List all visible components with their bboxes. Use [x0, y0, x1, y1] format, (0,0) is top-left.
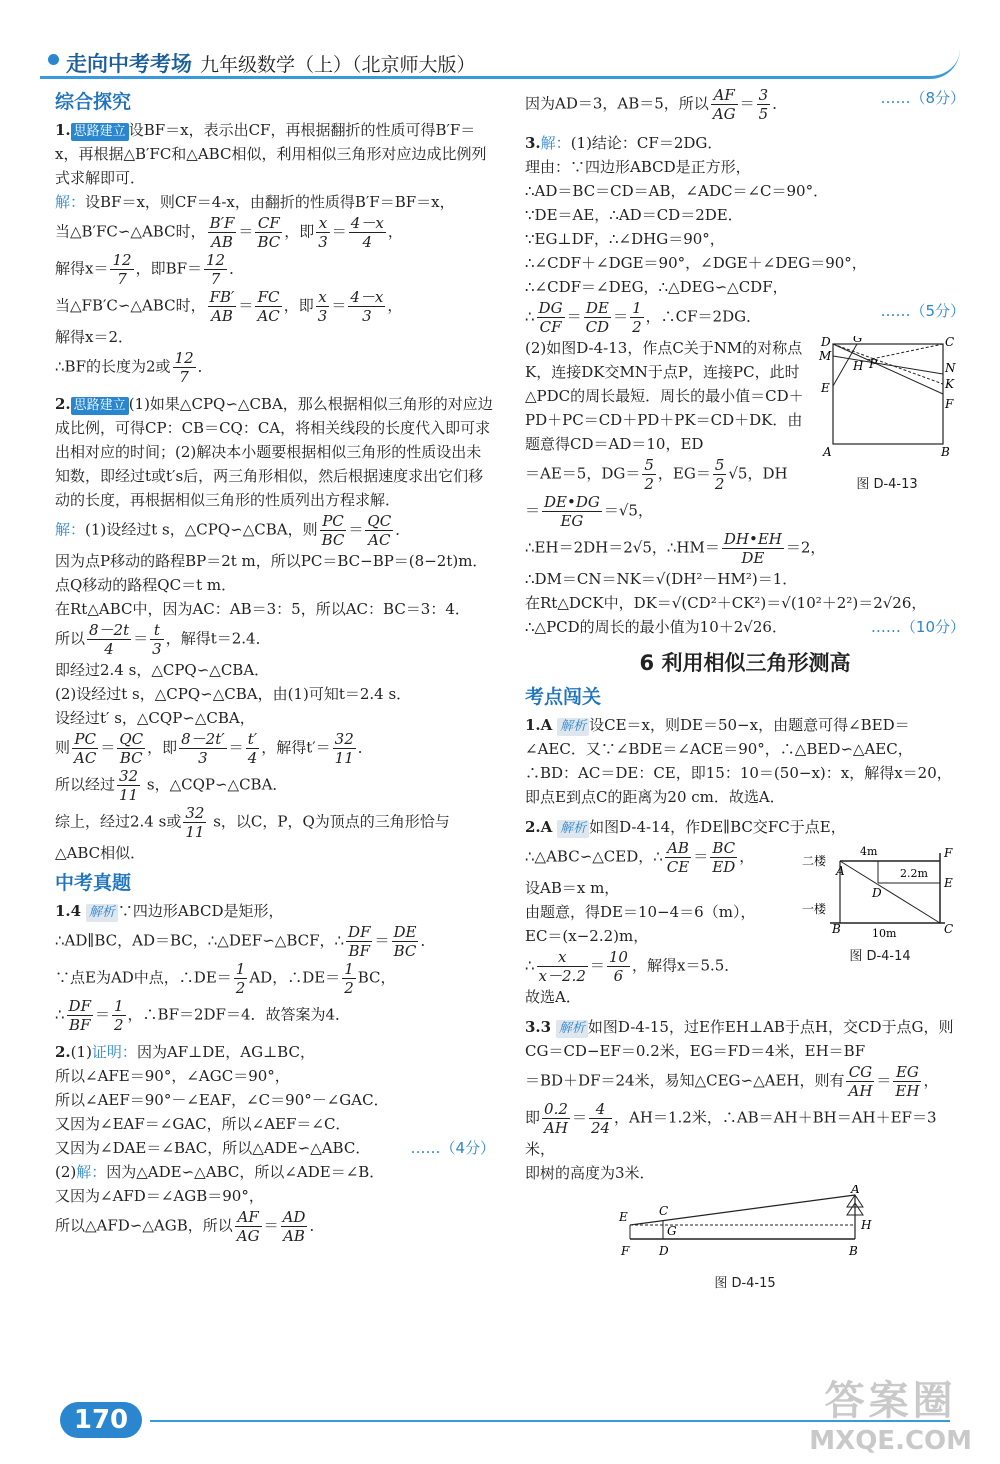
fraction: $\frac{DE}{BC}$ [393, 923, 417, 960]
fraction: $\frac{0.2}{AH}$ [544, 1100, 568, 1137]
fraction: $\frac{10}{6}$ [608, 948, 628, 985]
svg-text:10m: 10m [872, 927, 897, 938]
building-diagram [800, 843, 960, 938]
solution-line: 即经过2.4 s，△CPQ∽△CBA． [55, 661, 270, 679]
fraction: $\frac{B'F}{AB}$ [209, 214, 235, 251]
svg-text:H: H [861, 1218, 872, 1232]
svg-text:E: E [619, 1210, 628, 1224]
bullet-dot-icon [48, 54, 59, 65]
hint-text: 设BF＝x，表示出CF，再根据翻折的性质可得B′F＝x，再根据△B′FC和△ABC相似，利用相似三角形对应边成比例列式求解即可． [55, 121, 487, 187]
lesson-title: 6 利用相似三角形测高 [639, 651, 851, 675]
analysis-tag: 解析 [556, 1020, 588, 1038]
fraction: $\frac{x}{x-2.2}$ [538, 948, 586, 985]
svg-text:C: C [945, 336, 955, 349]
fraction: $\frac{QC}{AC}$ [367, 512, 392, 549]
fraction: $\frac{1}{2}$ [235, 960, 246, 997]
solution-tag: 解： [540, 134, 571, 152]
page-header [0, 40, 1000, 86]
fraction: $\frac{QC}{BC}$ [119, 730, 144, 767]
analysis-tag: 解析 [557, 718, 589, 736]
figure-d-4-15 [615, 1185, 875, 1296]
answer-item: 1.A 解析 设CE＝x，则DE＝50−x，由题意可得∠BED＝∠AEC．又∵∠BDE＝∠ACE＝90°，∴△BED∽△AEC，∴BD：AC＝DE：CE，即15：10＝(50−x)：x，解得x＝20，即点E到点C的距离为20 cm．故选A． [525, 716, 952, 806]
svg-text:B: B [849, 1244, 858, 1258]
score-note: ……（5分） [880, 302, 965, 320]
svg-text:F: F [944, 846, 953, 860]
answer-item: 1.4 解析 ∵四边形ABCD是矩形， ∴AD∥BC，AD＝BC，∴△DEF∽△BCF，∴ $\frac{DF}{BF}$ ＝ $\frac{DE}{BC}$ ． ∵点E为AD中点，∴DE＝ $\frac{1}{2}$ AD，∴DE＝ $\frac{1}{2}$ BC， ∴ $\frac{DF}{BF}$ ＝ $\frac{1}{2}$ ，∴BF＝2DF＝4．故答案为4． [55, 902, 436, 1034]
svg-text:D: D [821, 336, 831, 349]
book-subtitle: 九年级数学（上）（北京师大版） [200, 54, 476, 76]
fraction: $\frac{FB'}{AB}$ [209, 288, 235, 325]
svg-text:A: A [836, 864, 845, 878]
fraction: $\frac{BC}{ED}$ [712, 839, 736, 876]
hint-text: (1)如果△CPQ∽△CBA，那么根据相似三角形的对应边成比例，可得CP：CB＝CQ：CA，将相关线段的长度代入即可求出相对应的时间；(2)解决本小题要根据相似三角形的性质设出未知数，即经过t或t′s后，两三角形相似，然后根据速度求出它们移动的长度，再根据相似三角形的性质列出方程求解． [55, 395, 493, 509]
solution-line: ∴DM＝CN＝NK＝√(DH²－HM²)＝1． [525, 570, 798, 588]
solution-tag: 解： [55, 520, 86, 539]
answer-value: A [540, 818, 553, 836]
svg-text:二楼: 二楼 [802, 854, 827, 868]
question-number: 1. [55, 902, 71, 920]
geometry-diagram [817, 336, 957, 466]
svg-text:一楼: 一楼 [802, 902, 827, 916]
fraction: $\frac{t}{3}$ [152, 621, 162, 658]
solution-line: △ABC相似． [55, 844, 146, 862]
fraction: $\frac{DF}{BF}$ [348, 923, 371, 960]
solution-line: ∴∠CDF＋∠DGE＝90°，∠DGE＋∠DEG＝90°， [525, 254, 867, 272]
answer-item: 1. 思路建立 设BF＝x，表示出CF，再根据翻折的性质可得B′F＝x，再根据△B′FC和△ABC相似，利用相似三角形对应边成比例列式求解即可． 解：设BF＝x，则CF＝4-x，由翻折的性质得B′F＝BF＝x， 当△B′FC∽△ABC时， $\frac{B'F}{AB}$ ＝ $\frac{CF}{BC}$ ，即 $\frac{x}{3}$ ＝ $\frac{4-x}{4}$ ， 解得x＝ $\frac{12}{7}$ ，即BF＝ $\frac{12}{7}$ ． 当△FB′C∽△ABC时， $\frac{FB'}{AB}$ ＝ $\frac{FC}{AC}$ ，即 $\frac{x}{3}$ ＝ $\frac{4-x}{3}$ ， 解得x＝2． ∴BF的长度为2或 $\frac{12}{7}$ ． [55, 118, 495, 386]
question-number: 3. [525, 1018, 541, 1036]
svg-text:C: C [944, 922, 954, 936]
svg-text:P: P [869, 357, 878, 371]
solution-line: 故选A． [525, 988, 581, 1006]
solution-line: 由题意，得DE＝10−4＝6（m）， [525, 903, 756, 921]
svg-text:K: K [945, 377, 954, 391]
left-column [55, 86, 495, 1251]
question-number: 1. [525, 716, 541, 734]
solution-line: 即树的高度为3米． [525, 1164, 655, 1182]
fraction: $\frac{t'}{4}$ [247, 730, 258, 767]
section-title: 考点闯关 [525, 686, 602, 708]
fraction: $\frac{32}{11}$ [334, 730, 354, 767]
hint-tag: 思路建立 [71, 123, 129, 141]
fraction: $\frac{1}{2}$ [632, 299, 642, 336]
solution-line: 在Rt△ABC中，因为AC：AB＝3：5，所以AC：BC＝3：4． [55, 600, 470, 618]
solution-line: 设经过t′ s，△CQP∽△CBA， [55, 709, 255, 727]
svg-text:D: D [872, 886, 882, 900]
svg-text:B: B [832, 922, 841, 936]
fraction: $\frac{4-x}{3}$ [350, 288, 384, 325]
svg-text:C: C [659, 1204, 669, 1218]
solution-line: 设BF＝x，则CF＝4-x，由翻折的性质得B′F＝BF＝x， [85, 193, 455, 211]
book-brand: 走向中考考场 [66, 52, 192, 76]
answer-item: 2.(1)证明：因为AF⊥DE，AG⊥BC， 所以∠AFE＝90°，∠AGC＝90°， 所以∠AEF＝90°－∠EAF，∠C＝90°－∠GAC． 又因为∠EAF＝∠GAC，所以∠AEF＝∠C． 又因为∠DAE＝∠BAC，所以△ADE∽△ABC． ……（4分） (2)解：因为△ADE∽△ABC，所以∠ADE＝∠B． 又因为∠AFD＝∠AGB＝90°， 所以△AFD∽△AGB，所以 $\frac{AF}{AG}$ ＝ $\frac{AD}{AB}$ ． [55, 1043, 495, 1245]
fraction: $\frac{1}{2}$ [344, 960, 354, 997]
solution-tag: 解： [55, 193, 86, 211]
fraction: $\frac{x}{3}$ [318, 214, 328, 251]
score-note: ……（10分） [870, 618, 965, 636]
solution-line: ∵EG⊥DF，∴∠DHG＝90°， [525, 230, 725, 248]
solution-line: 所以∠AFE＝90°，∠AGC＝90°， [55, 1067, 290, 1085]
svg-text:G: G [853, 336, 863, 345]
figure-d-4-13 [817, 336, 957, 497]
question-number: 2. [55, 395, 71, 413]
answer-value: 4 [70, 902, 82, 920]
fraction: $\frac{DE}{CD}$ [585, 299, 610, 336]
solution-line: (2)如图D-4-13，作点C关于NM的对称点K，连接DK交MN于点P，连接PC，此时△PDC的周长最短．周长的最小值＝CD＋PD＋PC＝CD＋PD＋PK＝CD＋DK．由题意得CD＝AD＝10，ED [525, 339, 804, 453]
fraction: $\frac{PC}{AC}$ [74, 730, 97, 767]
fraction: $\frac{12}{7}$ [206, 251, 226, 288]
page-number: 170 [60, 1402, 142, 1438]
svg-text:E: E [821, 381, 830, 395]
fraction: $\frac{3}{5}$ [758, 86, 769, 123]
right-column: 因为AD＝3，AB＝5，所以 $\frac{AF}{AG}$ ＝ $\frac{3}{5}$ ． ……（8分） 3.解：(1)结论：CF＝2DG． 理由：∵四边形ABCD是正方形， ∴AD＝BC＝CD＝AB，∠ADC＝∠C＝90°． ∵DE＝AE，∴AD＝CD＝2DE． ∵EG⊥DF，∴∠DHG＝90°， ∴∠CDF＋∠DGE＝90°，∠DGE＋∠DEG＝90°， ∴∠CDF＝∠DEG，∴△DEG∽△CDF， ∴ $\frac{DG}{CF}$ ＝ $\frac{DE}{CD}$ ＝ $\frac{1}{2}$ ，∴CF＝2DG． ……（5分） (2)如图D-4-13，作点C关于NM的对称点K，连接DK交MN于点P，连接PC，此时△PDC的周长最短．周长的最小值＝CD＋PD＋PC＝CD＋PD＋PK＝CD＋DK．由题意得CD＝AD＝10，ED ＝AE＝5，DG＝ $\frac{5}{2}$ ，EG＝ $\frac{5}{2}$ √5，DH D G C M N H P K E F A B 图 D-4-13 ＝ $\frac{DE•DG}{EG}$ ＝√5， ∴EH＝2DH＝2√5，∴HM＝ $\frac{DH•EH}{DE}$ ＝2， ∴DM＝CN＝NK＝√(DH²－HM²)＝1． 在Rt△DCK中，DK＝√(CD²＋CK²)＝√(10²＋2²)＝2√26， ∴△PCD的周长的最小值为10＋2√26． ……（10分） 6 利用相似三角形测高 考点闯关 1.A 解析 设CE＝x，则DE＝50−x，由题意可得∠BED＝∠AEC．又∵∠BDE＝∠ACE＝90°，∴△BED∽△AEC，∴BD：AC＝DE：CE，即15：10＝(50−x)：x，解得x＝20，即点E到点C的距离为20 cm．故选A． 2.A 解析 如图D-4-14，作DE∥BC交FC于点E， ∴△ABC∽△CED，∴ $\frac{AB}{CE}$ ＝ $\frac{BC}{ED}$ ， 设AB＝x m， 由题意，得DE＝10−4＝6（m）， EC＝(x−2.2)m， ∴ $\frac{x}{x-2.2}$ ＝ $\frac{10}{6}$ ，解得x＝5.5． 故选A． 二楼 一楼 4m 2.2m 10m A F D E B C 图 D-4-14 3.3 解析 如图D-4-15，过E作EH⊥AB于点H，交CD于点G，则CG＝CD−EF＝0.2米，EG＝FD＝4米，EH＝BF ＝BD＋DF＝24米，易知△CEG∽△AEH，则有 $\frac{CG}{AH}$ ＝ $\frac{EG}{EH}$ ， 即 $\frac{0.2}{AH}$ ＝ $\frac{4}{24}$ ，AH＝1.2米，∴AB＝AH＋BH＝AH＋EF＝3米， 即树的高度为3米． E C G A H F D B 图 D-4-15 [525, 86, 965, 1302]
solution-line: 又因为∠EAF＝∠GAC，所以∠AEF＝∠C． [55, 1115, 351, 1133]
fraction: $\frac{12}{7}$ [112, 251, 132, 288]
svg-text:E: E [944, 876, 953, 890]
svg-text:2.2m: 2.2m [900, 867, 928, 880]
answer-item: 3.解：(1)结论：CF＝2DG． 理由：∵四边形ABCD是正方形， ∴AD＝BC＝CD＝AB，∠ADC＝∠C＝90°． ∵DE＝AE，∴AD＝CD＝2DE． ∵EG⊥DF，∴∠DHG＝90°， ∴∠CDF＋∠DGE＝90°，∠DGE＋∠DEG＝90°， ∴∠CDF＝∠DEG，∴△DEG∽△CDF， ∴ $\frac{DG}{CF}$ ＝ $\frac{DE}{CD}$ ＝ $\frac{1}{2}$ ，∴CF＝2DG． ……（5分） (2)如图D-4-13，作点C关于NM的对称点K，连接DK交MN于点P，连接PC，此时△PDC的周长最短．周长的最小值＝CD＋PD＋PC＝CD＋PD＋PK＝CD＋DK．由题意得CD＝AD＝10，ED ＝AE＝5，DG＝ $\frac{5}{2}$ ，EG＝ $\frac{5}{2}$ √5，DH D G C M N H P K E F A B 图 D-4-13 ＝ $\frac{DE•DG}{EG}$ ＝√5， ∴EH＝2DH＝2√5，∴HM＝ $\frac{DH•EH}{DE}$ ＝2， ∴DM＝CN＝NK＝√(DH²－HM²)＝1． 在Rt△DCK中，DK＝√(CD²＋CK²)＝√(10²＋2²)＝2√26， ∴△PCD的周长的最小值为10＋2√26． ……（10分） [525, 131, 965, 639]
question-number: 2. [525, 818, 541, 836]
svg-text:F: F [945, 397, 954, 411]
svg-text:B: B [941, 445, 950, 459]
solution-line: 又因为∠AFD＝∠AGB＝90°， [55, 1187, 264, 1205]
fraction: $\frac{DE•DG}{EG}$ [544, 493, 600, 530]
fraction: $\frac{AD}{AB}$ [282, 1208, 306, 1245]
solution-tag: 解： [76, 1163, 107, 1181]
question-number: 2. [55, 1043, 71, 1061]
fraction: $\frac{x}{3}$ [317, 288, 328, 325]
answer-item: 2.A 解析 如图D-4-14，作DE∥BC交FC于点E， ∴△ABC∽△CED，∴ $\frac{AB}{CE}$ ＝ $\frac{BC}{ED}$ ， 设AB＝x m， 由题意，得DE＝10−4＝6（m）， EC＝(x−2.2)m， ∴ $\frac{x}{x-2.2}$ ＝ $\frac{10}{6}$ ，解得x＝5.5． 故选A． 二楼 一楼 4m 2.2m 10m A F D E B C 图 D-4-14 [525, 815, 965, 1009]
svg-text:N: N [945, 361, 956, 375]
solution-line: 解得x＝2． [55, 328, 134, 346]
solution-line: ∴∠CDF＝∠DEG，∴△DEG∽△CDF， [525, 278, 788, 296]
svg-text:M: M [819, 349, 832, 363]
answer-value: 3 [540, 1018, 552, 1036]
fraction: $\frac{4}{24}$ [590, 1100, 611, 1137]
fraction: $\frac{32}{11}$ [185, 804, 205, 841]
solution-line: 设AB＝x m， [525, 879, 620, 897]
figure-d-4-14 [800, 843, 960, 969]
fraction: $\frac{32}{11}$ [119, 767, 139, 804]
question-number: 1. [55, 121, 71, 139]
fraction: $\frac{1}{2}$ [114, 997, 124, 1034]
solution-line: 所以∠AEF＝90°－∠EAF，∠C＝90°－∠GAC． [55, 1091, 389, 1109]
fraction: $\frac{DF}{BF}$ [68, 997, 91, 1034]
section-title: 中考真题 [55, 872, 132, 894]
score-note: ……（8分） [880, 89, 965, 107]
score-note: ……（4分） [410, 1139, 495, 1157]
fraction: $\frac{AF}{AG}$ [712, 86, 736, 123]
fraction: $\frac{PC}{BC}$ [321, 512, 345, 549]
svg-text:A: A [823, 445, 832, 459]
fraction: $\frac{FC}{AC}$ [257, 288, 280, 325]
solution-line: 在Rt△DCK中，DK＝√(CD²＋CK²)＝√(10²＋2²)＝2√26， [525, 594, 927, 612]
svg-text:H: H [853, 359, 864, 373]
solution-line: 理由：∵四边形ABCD是正方形， [525, 158, 751, 176]
figure-caption: 图 D-4-15 [714, 1276, 776, 1291]
answer-item: 2. 思路建立 (1)如果△CPQ∽△CBA，那么根据相似三角形的对应边成比例，可得CP：CB＝CQ：CA，将相关线段的长度代入即可求出相对应的时间；(2)解决本小题要根据相似三角形的性质设出未知数，即经过t或t′s后，两三角形相似，然后根据速度求出它们移动的长度，再根据相似三角形的性质列出方程求解． 解：(1)设经过t s，△CPQ∽△CBA，则 $\frac{PC}{BC}$ ＝ $\frac{QC}{AC}$ ． 因为点P移动的路程BP＝2t m，所以PC＝BC−BP＝(8−2t)m． 点Q移动的路程QC＝t m． 在Rt△ABC中，因为AC：AB＝3：5，所以AC：BC＝3：4． 所以 $\frac{8-2t}{4}$ ＝ $\frac{t}{3}$ ，解得t＝2.4． 即经过2.4 s，△CPQ∽△CBA． (2)设经过t s，△CPQ∽△CBA，由(1)可知t＝2.4 s． 设经过t′ s，△CQP∽△CBA， 则 $\frac{PC}{AC}$ ＝ $\frac{QC}{BC}$ ，即 $\frac{8-2t'}{3}$ ＝ $\frac{t'}{4}$ ，解得t′＝ $\frac{32}{11}$ ． 所以经过 $\frac{32}{11}$ s，△CQP∽△CBA． 综上，经过2.4 s或 $\frac{32}{11}$ s，以C，P，Q为顶点的三角形恰与 △ABC相似． [55, 392, 495, 865]
svg-text:G: G [667, 1224, 677, 1238]
analysis-tag: 解析 [557, 820, 589, 838]
hint-tag: 思路建立 [71, 397, 129, 415]
solution-line: 点Q移动的路程QC＝t m． [55, 576, 237, 594]
solution-line: 因为点P移动的路程BP＝2t m，所以PC＝BC−BP＝(8−2t)m． [55, 552, 488, 570]
answer-value: A [540, 716, 553, 734]
solution-line: EC＝(x−2.2)m， [525, 927, 649, 945]
proof-tag: 证明： [91, 1043, 137, 1061]
figure-caption: 图 D-4-14 [849, 949, 911, 964]
solution-line: 当△B′FC∽△ABC时， [55, 222, 206, 241]
svg-text:4m: 4m [860, 845, 878, 858]
fraction: $\frac{AB}{CE}$ [666, 839, 690, 876]
fraction: $\frac{CF}{BC}$ [257, 214, 281, 251]
fraction: $\frac{4-x}{4}$ [350, 214, 384, 251]
figure-caption: 图 D-4-13 [856, 477, 918, 492]
fraction: $\frac{8-2t'}{3}$ [181, 730, 225, 767]
question-number: 3. [525, 134, 541, 152]
analysis-tag: 解析 [86, 904, 118, 922]
tree-height-diagram [615, 1185, 875, 1265]
fraction: $\frac{EG}{EH}$ [895, 1063, 920, 1100]
svg-text:A: A [851, 1185, 860, 1196]
answer-item: 3.3 解析 如图D-4-15，过E作EH⊥AB于点H，交CD于点G，则CG＝CD−EF＝0.2米，EG＝FD＝4米，EH＝BF ＝BD＋DF＝24米，易知△CEG∽△AEH，则有 $\frac{CG}{AH}$ ＝ $\frac{EG}{EH}$ ， 即 $\frac{0.2}{AH}$ ＝ $\frac{4}{24}$ ，AH＝1.2米，∴AB＝AH＋BH＝AH＋EF＝3米， 即树的高度为3米． E C G A H F D B 图 D-4-15 [525, 1015, 965, 1296]
solution-line: ∴AD＝BC＝CD＝AB，∠ADC＝∠C＝90°． [525, 182, 829, 200]
solution-line: (2)设经过t s，△CPQ∽△CBA，由(1)可知t＝2.4 s． [55, 685, 412, 703]
svg-text:D: D [659, 1244, 669, 1258]
fraction: $\frac{8-2t}{4}$ [89, 621, 130, 658]
fraction: $\frac{AF}{AG}$ [236, 1208, 260, 1245]
fraction: $\frac{DH•EH}{DE}$ [723, 530, 782, 567]
watermark-url: MXQE.COM [809, 1426, 972, 1456]
fraction: $\frac{DG}{CF}$ [538, 299, 563, 336]
solution-line: ∵DE＝AE，∴AD＝CD＝2DE． [525, 206, 743, 224]
fraction: $\frac{CG}{AH}$ [848, 1063, 873, 1100]
fraction: $\frac{5}{2}$ [714, 456, 725, 493]
svg-text:F: F [621, 1244, 630, 1258]
fraction: $\frac{12}{7}$ [174, 349, 194, 386]
section-title: 综合探究 [55, 91, 132, 113]
watermark [809, 1369, 972, 1456]
watermark-logo-text: 答案圈 [824, 1378, 957, 1424]
fraction: $\frac{5}{2}$ [644, 456, 654, 493]
